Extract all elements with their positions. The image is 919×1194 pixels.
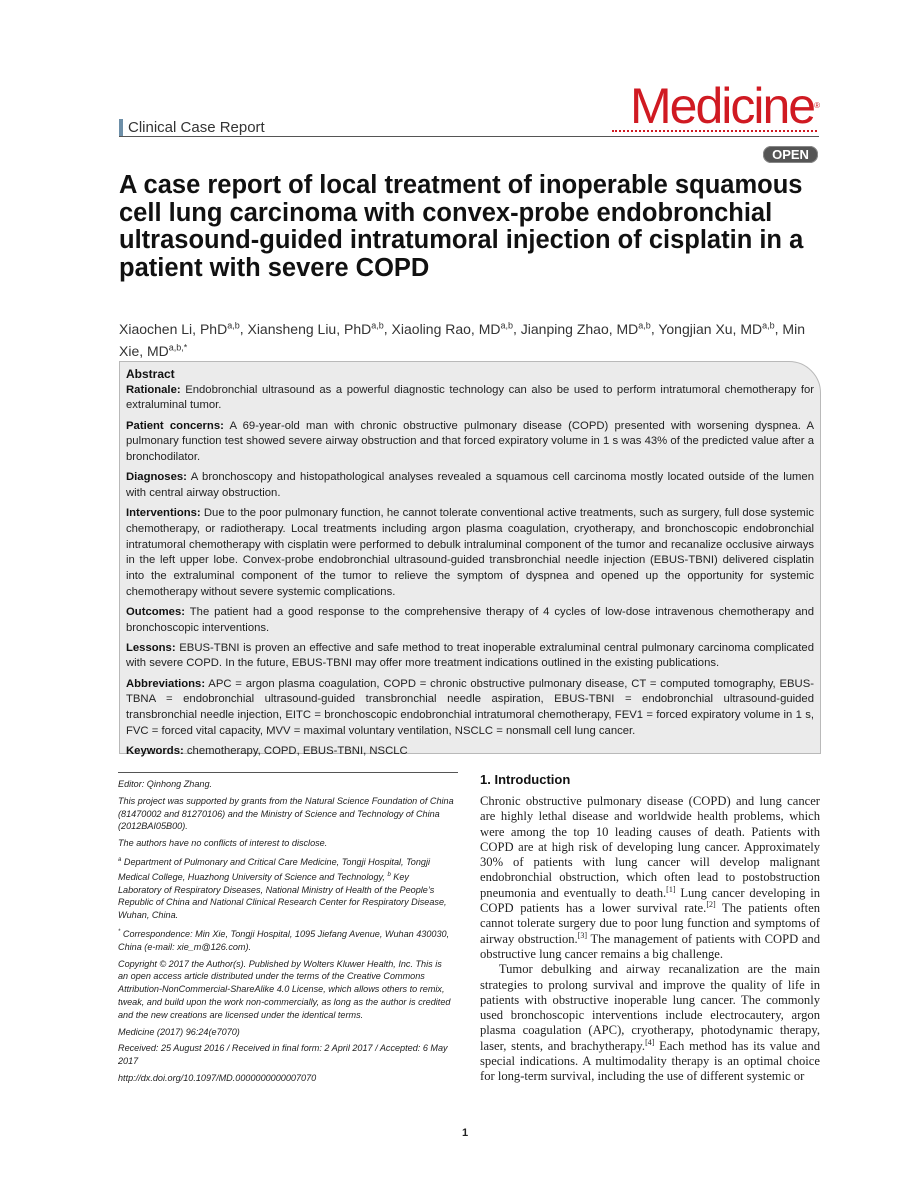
- body-paragraph: Chronic obstructive pulmonary disease (COPD) and lung cancer are highly lethal disease and worldwide health problems, which were among the top 10 leading causes of death. Patients with COPD are at high risk of developing lung cancer. Approximately 30% of patients with lung cancer will develop malignant endobronchial obstruction, which often lead to postobstruction pneumonia and eventually to death.[1] Lung cancer developing in COPD patients has a lower survival rate.[2] The patients often cannot tolerate surgery due to poor lung function and symptoms of airway obstruction.[3] The management of patients with COPD and obstructive lung cancer remains a big challenge.: [480, 794, 821, 961]
- editor-note: Editor: Qinhong Zhang.: [118, 779, 213, 789]
- author[interactable]: Jianping Zhao, MD$^{a,b}$: [520, 320, 651, 337]
- abstract-lessons: Lessons: EBUS-TBNI is proven an effective and safe method to treat inoperable extraluminal central pulmonary carcinoma complicated with severe COPD. In the future, EBUS-TBNI may offer more treatment indications outlined in the existing publications.: [126, 641, 814, 670]
- abstract: [126, 367, 814, 764]
- article-title: A case report of local treatment of inoperable squamous cell lung carcinoma with convex-probe endobronchial ultrasound-guided intratumoral injection of cisplatin in a patient with severe COPD: [119, 171, 804, 282]
- author[interactable]: Xiaochen Li, PhD$^{a,b}$: [119, 320, 240, 337]
- abstract-keywords: Keywords: chemotherapy, COPD, EBUS-TBNI, NSCLC: [126, 744, 408, 757]
- author[interactable]: Yongjian Xu, MD$^{a,b}$: [658, 320, 775, 337]
- registered-mark: ®: [814, 101, 820, 110]
- funding-note: This project was supported by grants from the Natural Science Foundation of China (81470002 and 81270106) and the Ministry of Science and Technology of China (2012BAI05B00).: [118, 795, 454, 832]
- citation-ref[interactable]: [2]: [706, 899, 716, 909]
- publication-dates: Received: 25 August 2016 / Received in final form: 2 April 2017 / Accepted: 6 May 2017: [118, 1043, 448, 1067]
- abstract-interventions: Interventions: Due to the poor pulmonary function, he cannot tolerate conventional active treatments, such as surgery, full dose systemic chemotherapy, or radiotherapy. Local treatments including argon plasma coagulation, cryotherapy, and bronchoscopic endobronchial intratumoral chemotherapy with cisplatin were performed to debulk intraluminal component of the tumor and recanalize occlusive airways in the left upper lobe. Convex-probe endobronchial ultrasound-guided transbronchial needle injection (EBUS-TBNI) delivered cisplatin into the extraluminal component of the tumor to relieve the symptom of dyspnea and opened up the opportunity for systemic chemotherapy without severe systemic complications.: [126, 507, 814, 598]
- page-number: 1: [461, 1127, 469, 1139]
- author[interactable]: Xiaoling Rao, MD$^{a,b}$: [391, 320, 513, 337]
- abstract-heading: Abstract: [126, 367, 175, 381]
- introduction-body: [480, 794, 820, 1085]
- abstract-patient-concerns: Patient concerns: A 69-year-old man with chronic obstructive pulmonary disease (COPD) presented with worsening dyspnea. A pulmonary function test showed severe airway obstruction and that forced expiratory volume in 1 s was 43% of the predicted value after a bronchodilator.: [126, 419, 815, 464]
- section-label: Clinical Case Report: [119, 119, 265, 137]
- abstract-abbreviations: Abbreviations: APC = argon plasma coagulation, COPD = chronic obstructive pulmonary disease, CT = computed tomography, EBUS-TBNA = endobronchial ultrasound-guided transbronchial needle aspiration, EBUS-TBNI = endobronchial ultrasound-guided transbronchial needle injection, EITC = bronchoscopic endobronchial intratumoral chemotherapy, FEV1 = forced expiratory volume in 1 s, FVC = forced vital capacity, MVV = maximal voluntary ventilation, NSCLC = nonsmall cell lung cancer.: [126, 677, 814, 737]
- author[interactable]: Xiansheng Liu, PhD$^{a,b}$: [247, 320, 384, 337]
- author-list: Xiaochen Li, PhD$^{a,b}$, Xiansheng Liu, PhD$^{a,b}$, Xiaoling Rao, MD$^{a,b}$, Jianping Zhao, MD$^{a,b}$, Yongjian Xu, MD$^{a,b}$, Min Xie, $MD^{a,b,*}$: [119, 320, 805, 360]
- abstract-diagnoses: Diagnoses: A bronchoscopy and histopathological analyses revealed a squamous cell carcinoma mostly located outside of the lumen with central airway obstruction.: [126, 471, 815, 499]
- affiliations: $^a$ Department of Pulmonary and Critical Care Medicine, Tongji Hospital, Tongji Medical College, Huazhong University of Science and Technology, $^b$ Key Laboratory of Respiratory Diseases, National Ministry of Health of the People’s Republic of China and National Clinical Research Center for Respiratory Disease, Wuhan, China.: [118, 856, 447, 921]
- introduction-heading: 1. Introduction: [480, 772, 571, 787]
- front-matter: [118, 778, 454, 1089]
- author[interactable]: Min Xie, $MD^{a,b,*}$: [119, 320, 805, 360]
- abstract-rationale: Rationale: Endobronchial ultrasound as a powerful diagnostic technology can also be used to perform intratumoral chemotherapy for extraluminal tumor.: [126, 383, 814, 412]
- citation: Medicine (2017) 96:24(e7070): [118, 1026, 240, 1037]
- header-rule: [119, 136, 819, 137]
- abstract-outcomes: Outcomes: The patient had a good response to the comprehensive therapy of 4 cycles of low-dose intravenous chemotherapy and bronchoscopic interventions.: [126, 605, 814, 634]
- correspondence: * Correspondence: Min Xie, Tongji Hospital, 1095 Jiefang Avenue, Wuhan 430030, China (e-mail: xie_m@126.com).: [118, 929, 450, 952]
- open-access-badge: OPEN: [763, 146, 818, 163]
- citation-ref[interactable]: [1]: [666, 884, 676, 894]
- conflicts-note: The authors have no conflicts of interest to disclose.: [118, 838, 328, 849]
- doi-link[interactable]: http://dx.doi.org/10.1097/MD.0000000000007070: [118, 1073, 317, 1084]
- front-matter-rule: [118, 772, 458, 773]
- journal-logo[interactable]: [600, 78, 820, 134]
- citation-ref[interactable]: [4]: [645, 1037, 655, 1047]
- copyright-note: Copyright © 2017 the Author(s). Published by Wolters Kluwer Health, Inc. This is an open access article distributed under the terms of the Creative Commons Attribution-NonCommercial-ShareAlike 4.0 License, which allows others to remix, tweak, and build upon the work non-commercially, as long as the author is credited and the new creations are licensed under the identical terms.: [118, 958, 451, 1020]
- body-paragraph: Tumor debulking and airway recanalization are the main strategies to prolong survival and improve the quality of life in patients with obstructive inoperable lung cancer. The commonly used bronchoscopic interventions include electrocautery, argon plasma coagulation (APC), cryotherapy, photodynamic therapy, laser, stents, and brachytherapy.[4] Each method has its value and special indications. A multimodality therapy is an optimal choice for long-term survival, including the use of different systemic or: [480, 962, 820, 1084]
- citation-ref[interactable]: [3]: [577, 930, 588, 940]
- logo-dotted-underline: [612, 130, 817, 132]
- journal-name: Medicine: [629, 78, 815, 134]
